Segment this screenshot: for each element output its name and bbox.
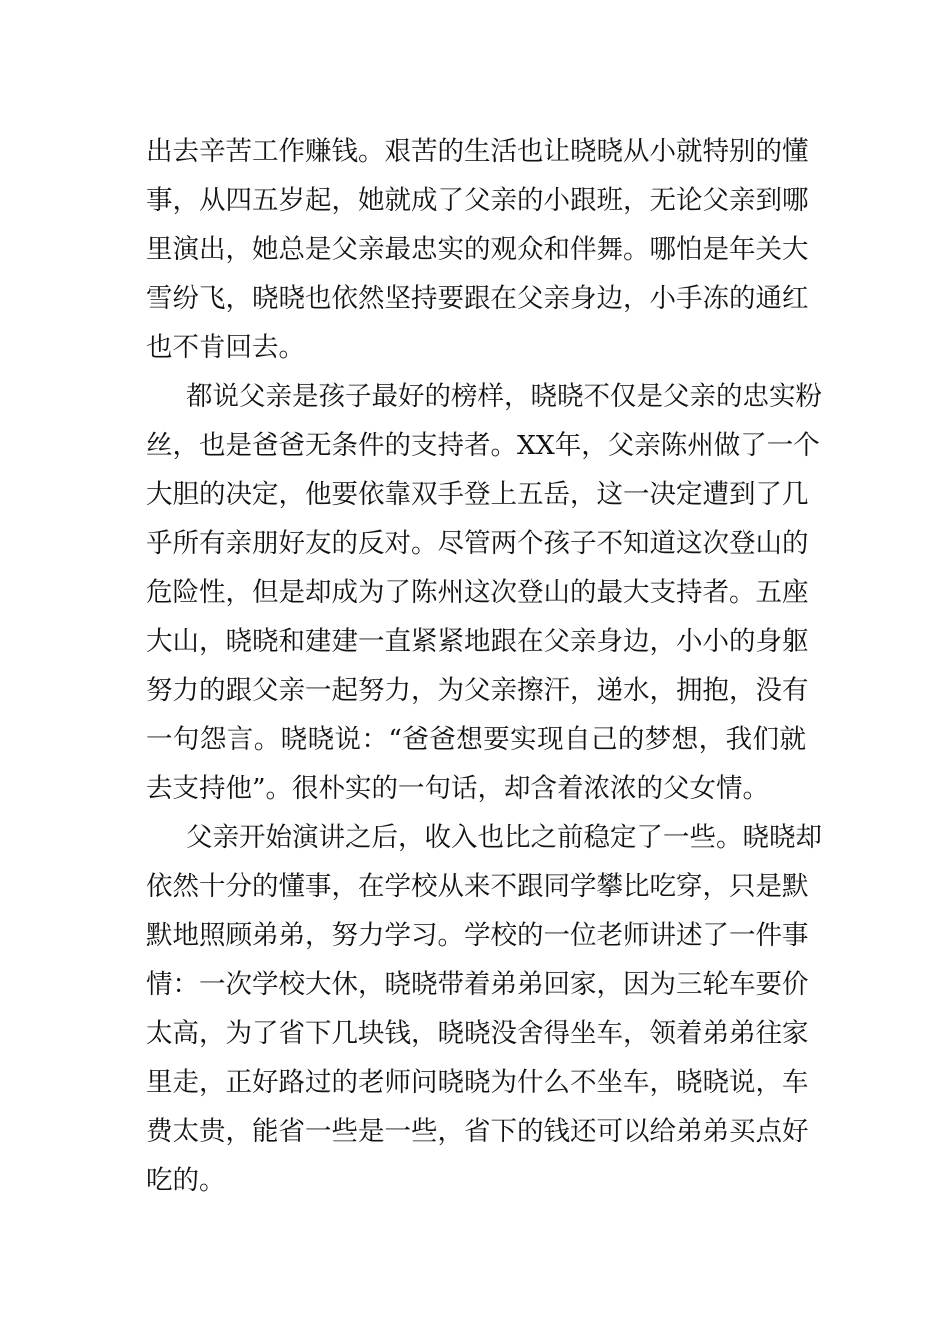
text-line: 默地照顾弟弟，努力学习。学校的一位老师讲述了一件事 <box>146 920 809 951</box>
text-line: 大山，晓晓和建建一直紧紧地跟在父亲身边，小小的身躯 <box>146 626 809 657</box>
text-line: 情：一次学校大休，晓晓带着弟弟回家，因为三轮车要价 <box>146 969 809 1000</box>
text-line: 吃的。 <box>146 1165 226 1196</box>
text-line: 都说父亲是孩子最好的榜样，晓晓不仅是父亲的忠实粉 <box>186 381 822 412</box>
text-line: 一句怨言。晓晓说：“爸爸想要实现自己的梦想，我们就 <box>146 724 806 755</box>
text-line: 危险性，但是却成为了陈州这次登山的最大支持者。五座 <box>146 577 809 608</box>
text-line: 努力的跟父亲一起努力，为父亲擦汗，递水，拥抱，没有 <box>146 675 809 706</box>
text-line: 太高，为了省下几块钱，晓晓没舍得坐车，领着弟弟往家 <box>146 1018 809 1049</box>
text-line: 也不肯回去。 <box>146 332 305 363</box>
text-line: 出去辛苦工作赚钱。艰苦的生活也让晓晓从小就特别的懂 <box>146 136 809 167</box>
text-line: 事，从四五岁起，她就成了父亲的小跟班，无论父亲到哪 <box>146 185 809 216</box>
text-line: 乎所有亲朋好友的反对。尽管两个孩子不知道这次登山的 <box>146 528 809 559</box>
text-line: 雪纷飞，晓晓也依然坚持要跟在父亲身边，小手冻的通红 <box>146 283 809 314</box>
text-line: 父亲开始演讲之后，收入也比之前稳定了一些。晓晓却 <box>186 822 822 853</box>
text-line: 大胆的决定，他要依靠双手登上五岳，这一决定遭到了几 <box>146 479 809 510</box>
text-line: 里演出，她总是父亲最忠实的观众和伴舞。哪怕是年关大 <box>146 234 809 265</box>
text-line: 丝，也是爸爸无条件的支持者。XX年，父亲陈州做了一个 <box>146 430 820 461</box>
text-line: 依然十分的懂事，在学校从来不跟同学攀比吃穿，只是默 <box>146 871 809 902</box>
text-line: 里走，正好路过的老师问晓晓为什么不坐车，晓晓说，车 <box>146 1067 809 1098</box>
text-line: 去支持他”。很朴实的一句话，却含着浓浓的父女情。 <box>146 773 770 804</box>
text-line: 费太贵，能省一些是一些，省下的钱还可以给弟弟买点好 <box>146 1116 809 1147</box>
